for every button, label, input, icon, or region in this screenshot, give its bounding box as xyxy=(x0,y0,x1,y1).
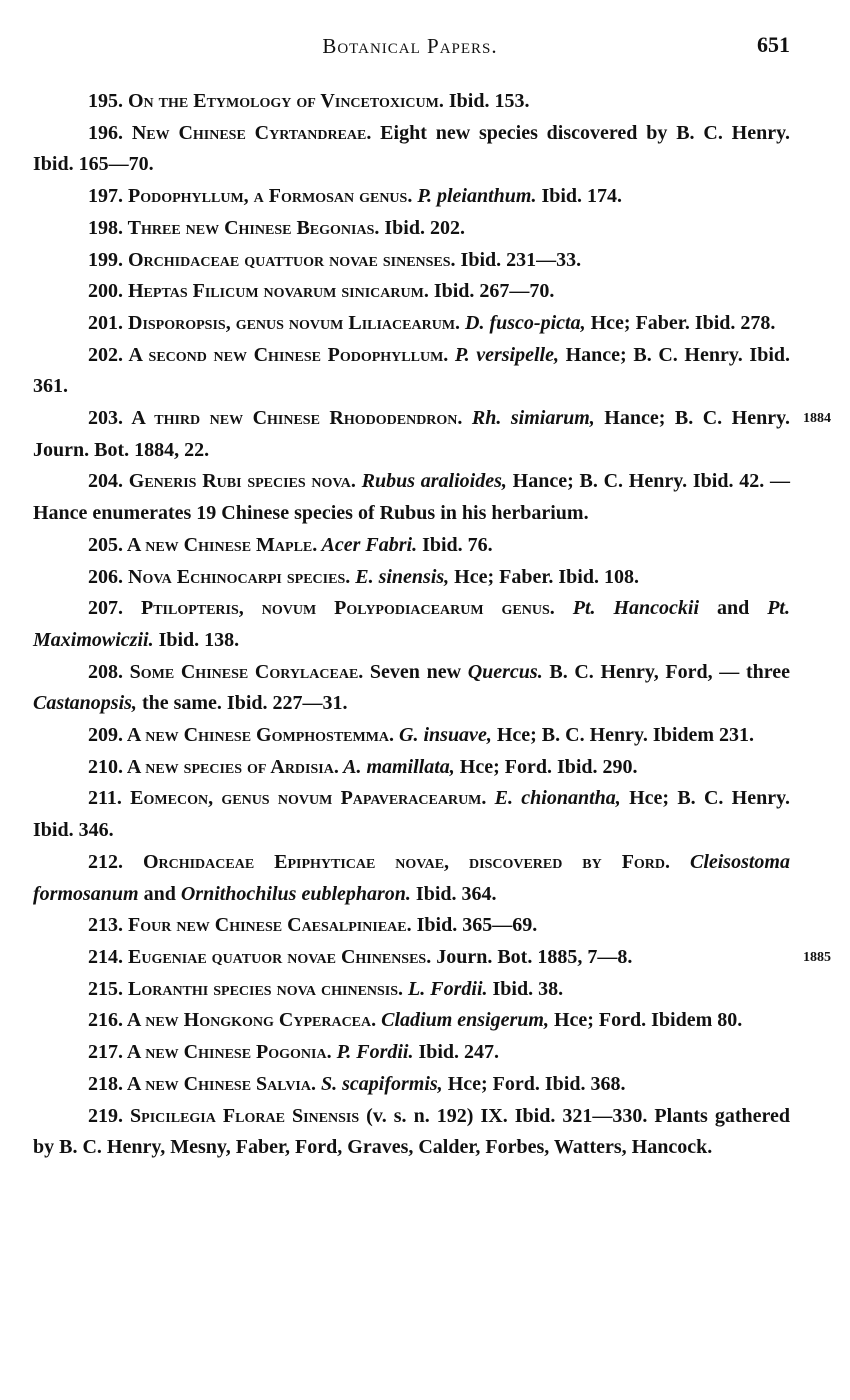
bibliography-entry xyxy=(33,1005,790,1037)
entry-title: A third new Chinese Rhododendron. xyxy=(123,407,463,430)
page-number: 651 xyxy=(757,32,790,57)
entry-text-3: the same. Ibid. 227—31. xyxy=(136,692,348,715)
margin-year-note: 1885 xyxy=(803,949,831,965)
entry-text: (v. s. n. 192) IX. Ibid. 321—330. Plants gathered by B. C. Henry, Mesny, Faber, Ford, Graves, Calder, Forbes, Watters, Hancock. xyxy=(33,1104,790,1159)
entry-text: Ibid. 153. xyxy=(443,90,530,112)
running-head: Botanical Papers. xyxy=(322,34,498,58)
bibliography-entry xyxy=(33,657,790,720)
bibliography-entry xyxy=(33,720,790,752)
entry-number: 195. xyxy=(88,90,123,112)
bibliography-entry xyxy=(33,910,790,942)
bibliography-entry xyxy=(33,466,790,529)
entry-number: 205. xyxy=(88,533,123,556)
entry-number: 219. xyxy=(88,1104,123,1127)
entry-number: 203. xyxy=(88,407,123,430)
bibliography-entry xyxy=(33,1069,790,1101)
entry-number: 212. xyxy=(88,850,123,873)
bibliography-entry xyxy=(33,593,790,656)
entry-text-2: B. C. Henry, Ford, — three xyxy=(542,660,790,683)
entry-number: 207. xyxy=(88,597,123,620)
entry-species: Cleisostoma formosanum xyxy=(33,850,790,905)
bibliography-list xyxy=(33,86,831,1164)
entry-title: A new species of Ardisia. xyxy=(123,755,339,778)
entry-text: Hce; Ford. Ibidem 80. xyxy=(548,1009,743,1032)
entry-number: 218. xyxy=(88,1072,123,1095)
entry-species: Rubus aralioides, xyxy=(355,470,507,493)
entry-number: 215. xyxy=(88,977,123,1000)
margin-year-note: 1884 xyxy=(803,411,831,427)
entry-number: 213. xyxy=(88,914,123,937)
bibliography-entry xyxy=(33,245,790,277)
entry-title: On the Etymology of Vincetoxicum. xyxy=(123,90,444,112)
entry-species: A. mamillata, xyxy=(338,755,455,778)
entry-text: Ibid. 38. xyxy=(487,977,564,1000)
bibliography-entry xyxy=(33,118,790,181)
entry-text: Hce; Faber. Ibid. 278. xyxy=(585,311,776,334)
entry-text: Hce; Faber. Ibid. 108. xyxy=(449,565,639,588)
entry-text-2: Ibid. 364. xyxy=(410,882,497,905)
entry-title: Four new Chinese Caesalpinieae. xyxy=(123,914,412,937)
entry-title: Ptilopteris, novum Polypodiacearum genus. xyxy=(123,597,555,620)
entry-text: Hance; B. C. Henry. Journ. Bot. 1884, 22. xyxy=(33,407,790,461)
entry-text: Hce; Ford. Ibid. 290. xyxy=(454,755,638,778)
entry-text: Hance; B. C. Henry. Ibid. 42. — Hance enumerates 19 Chinese species of Rubus in his herbarium. xyxy=(33,470,791,525)
entry-title: A new Hongkong Cyperacea. xyxy=(123,1009,377,1032)
bibliography-entry xyxy=(33,752,790,784)
entry-text: Ibid. 174. xyxy=(536,185,623,208)
entry-number: 197. xyxy=(88,185,123,208)
entry-number: 211. xyxy=(88,787,122,810)
bibliography-entry xyxy=(33,181,790,213)
entry-text: Journ. Bot. 1885, 7—8. xyxy=(431,945,633,968)
entry-number: 196. xyxy=(88,121,123,144)
bibliography-entry xyxy=(33,1037,790,1069)
entry-number: 202. xyxy=(88,343,123,366)
entry-text-2: Ibid. 138. xyxy=(153,628,240,651)
entry-species: E. chionantha, xyxy=(486,787,621,810)
entry-species: P. versipelle, xyxy=(448,343,559,366)
entry-title: Loranthi species nova chinensis. xyxy=(123,977,404,1000)
entry-text: Eight new species discovered by B. C. Henry. Ibid. 165—70. xyxy=(33,121,790,176)
entry-text: Hce; B. C. Henry. Ibid. 346. xyxy=(33,787,790,842)
entry-title: A new Chinese Salvia. xyxy=(123,1072,316,1095)
entry-title: Eomecon, genus novum Papaveracearum. xyxy=(121,787,487,810)
entry-species: P. pleianthum. xyxy=(412,185,537,208)
entry-number: 201. xyxy=(88,311,123,334)
entry-title: Orchidaceae quattuor novae sinenses. xyxy=(123,248,456,271)
entry-title: Eugeniae quatuor novae Chinenses. xyxy=(123,945,432,968)
entry-text: Hce; Ford. Ibid. 368. xyxy=(442,1072,626,1095)
entry-number: 210. xyxy=(88,755,123,778)
entry-number: 216. xyxy=(88,1009,123,1032)
entry-text: Ibid. 231—33. xyxy=(455,248,582,271)
entry-number: 208. xyxy=(88,660,123,683)
entry-text: Ibid. 267—70. xyxy=(428,280,555,303)
entry-title: Heptas Filicum novarum sinicarum. xyxy=(123,280,429,303)
entry-title: New Chinese Cyrtandreae. xyxy=(123,121,372,144)
entry-text: Hce; B. C. Henry. Ibidem 231. xyxy=(491,724,755,747)
bibliography-entry xyxy=(33,276,790,308)
bibliography-entry xyxy=(33,783,790,846)
entry-title: Orchidaceae Epiphyticae novae, discovered by Ford. xyxy=(123,850,671,873)
entry-species: P. Fordii. xyxy=(331,1041,414,1064)
bibliography-entry xyxy=(33,562,790,594)
bibliography-entry xyxy=(33,942,831,974)
bibliography-entry xyxy=(33,308,790,340)
entry-species: Cladium ensigerum, xyxy=(376,1009,549,1032)
entry-title: Some Chinese Corylaceae. xyxy=(123,660,364,683)
entry-title: Podophyllum, a Formosan genus. xyxy=(123,185,413,208)
bibliography-entry xyxy=(33,340,790,403)
entry-text: Seven new xyxy=(363,660,468,683)
entry-number: 200. xyxy=(88,280,123,303)
entry-title: Nova Echinocarpi species. xyxy=(123,565,351,588)
bibliography-entry xyxy=(33,530,790,562)
entry-title: Spicilegia Florae Sinensis xyxy=(123,1104,360,1127)
entry-species-2: Pt. Maximowiczii. xyxy=(33,597,790,651)
entry-number: 206. xyxy=(88,565,123,588)
entry-number: 204. xyxy=(88,470,123,493)
bibliography-entry xyxy=(33,1101,790,1164)
entry-number: 198. xyxy=(88,216,123,239)
entry-species-3: Castanopsis, xyxy=(33,692,137,715)
entry-title: Three new Chinese Begonias. xyxy=(123,216,380,239)
entry-number: 199. xyxy=(88,248,123,271)
entry-title: Disporopsis, genus novum Liliacearum. xyxy=(123,311,461,334)
entry-species: D. fusco-picta, xyxy=(460,311,586,334)
bibliography-entry xyxy=(33,847,790,910)
entry-species: E. sinensis, xyxy=(350,565,450,588)
entry-species: Acer Fabri. xyxy=(317,533,418,556)
entry-species-2: Ornithochilus eublepharon. xyxy=(180,882,411,905)
entry-text: and xyxy=(138,882,181,905)
entry-species: G. insuave, xyxy=(394,724,492,747)
entry-species: L. Fordii. xyxy=(403,977,488,1000)
entry-title: A new Chinese Pogonia. xyxy=(123,1041,332,1064)
bibliography-entry xyxy=(33,974,790,1006)
entry-title: A new Chinese Gomphostemma. xyxy=(123,724,395,747)
entry-text: Hance; B. C. Henry. Ibid. 361. xyxy=(33,343,790,398)
entry-species: Rh. simiarum, xyxy=(462,407,595,430)
entry-text: Ibid. 365—69. xyxy=(411,914,538,937)
entry-species: S. scapiformis, xyxy=(316,1072,443,1095)
entry-text: Ibid. 247. xyxy=(413,1041,500,1064)
bibliography-entry xyxy=(33,86,790,118)
entry-number: 214. xyxy=(88,945,123,968)
entry-number: 209. xyxy=(88,724,123,747)
entry-title: Generis Rubi species nova. xyxy=(123,470,356,493)
entry-text: Ibid. 202. xyxy=(379,216,465,239)
bibliography-entry xyxy=(33,213,790,245)
entry-title: A second new Chinese Podophyllum. xyxy=(123,343,449,366)
page-header xyxy=(30,30,790,64)
entry-text: Ibid. 76. xyxy=(417,533,493,556)
entry-text: and xyxy=(699,597,768,620)
entry-number: 217. xyxy=(88,1041,123,1064)
entry-title: A new Chinese Maple. xyxy=(123,533,318,556)
entry-species: Pt. Hancockii xyxy=(554,597,700,620)
entry-species-2: Quercus. xyxy=(467,660,543,683)
bibliography-entry xyxy=(33,403,831,466)
